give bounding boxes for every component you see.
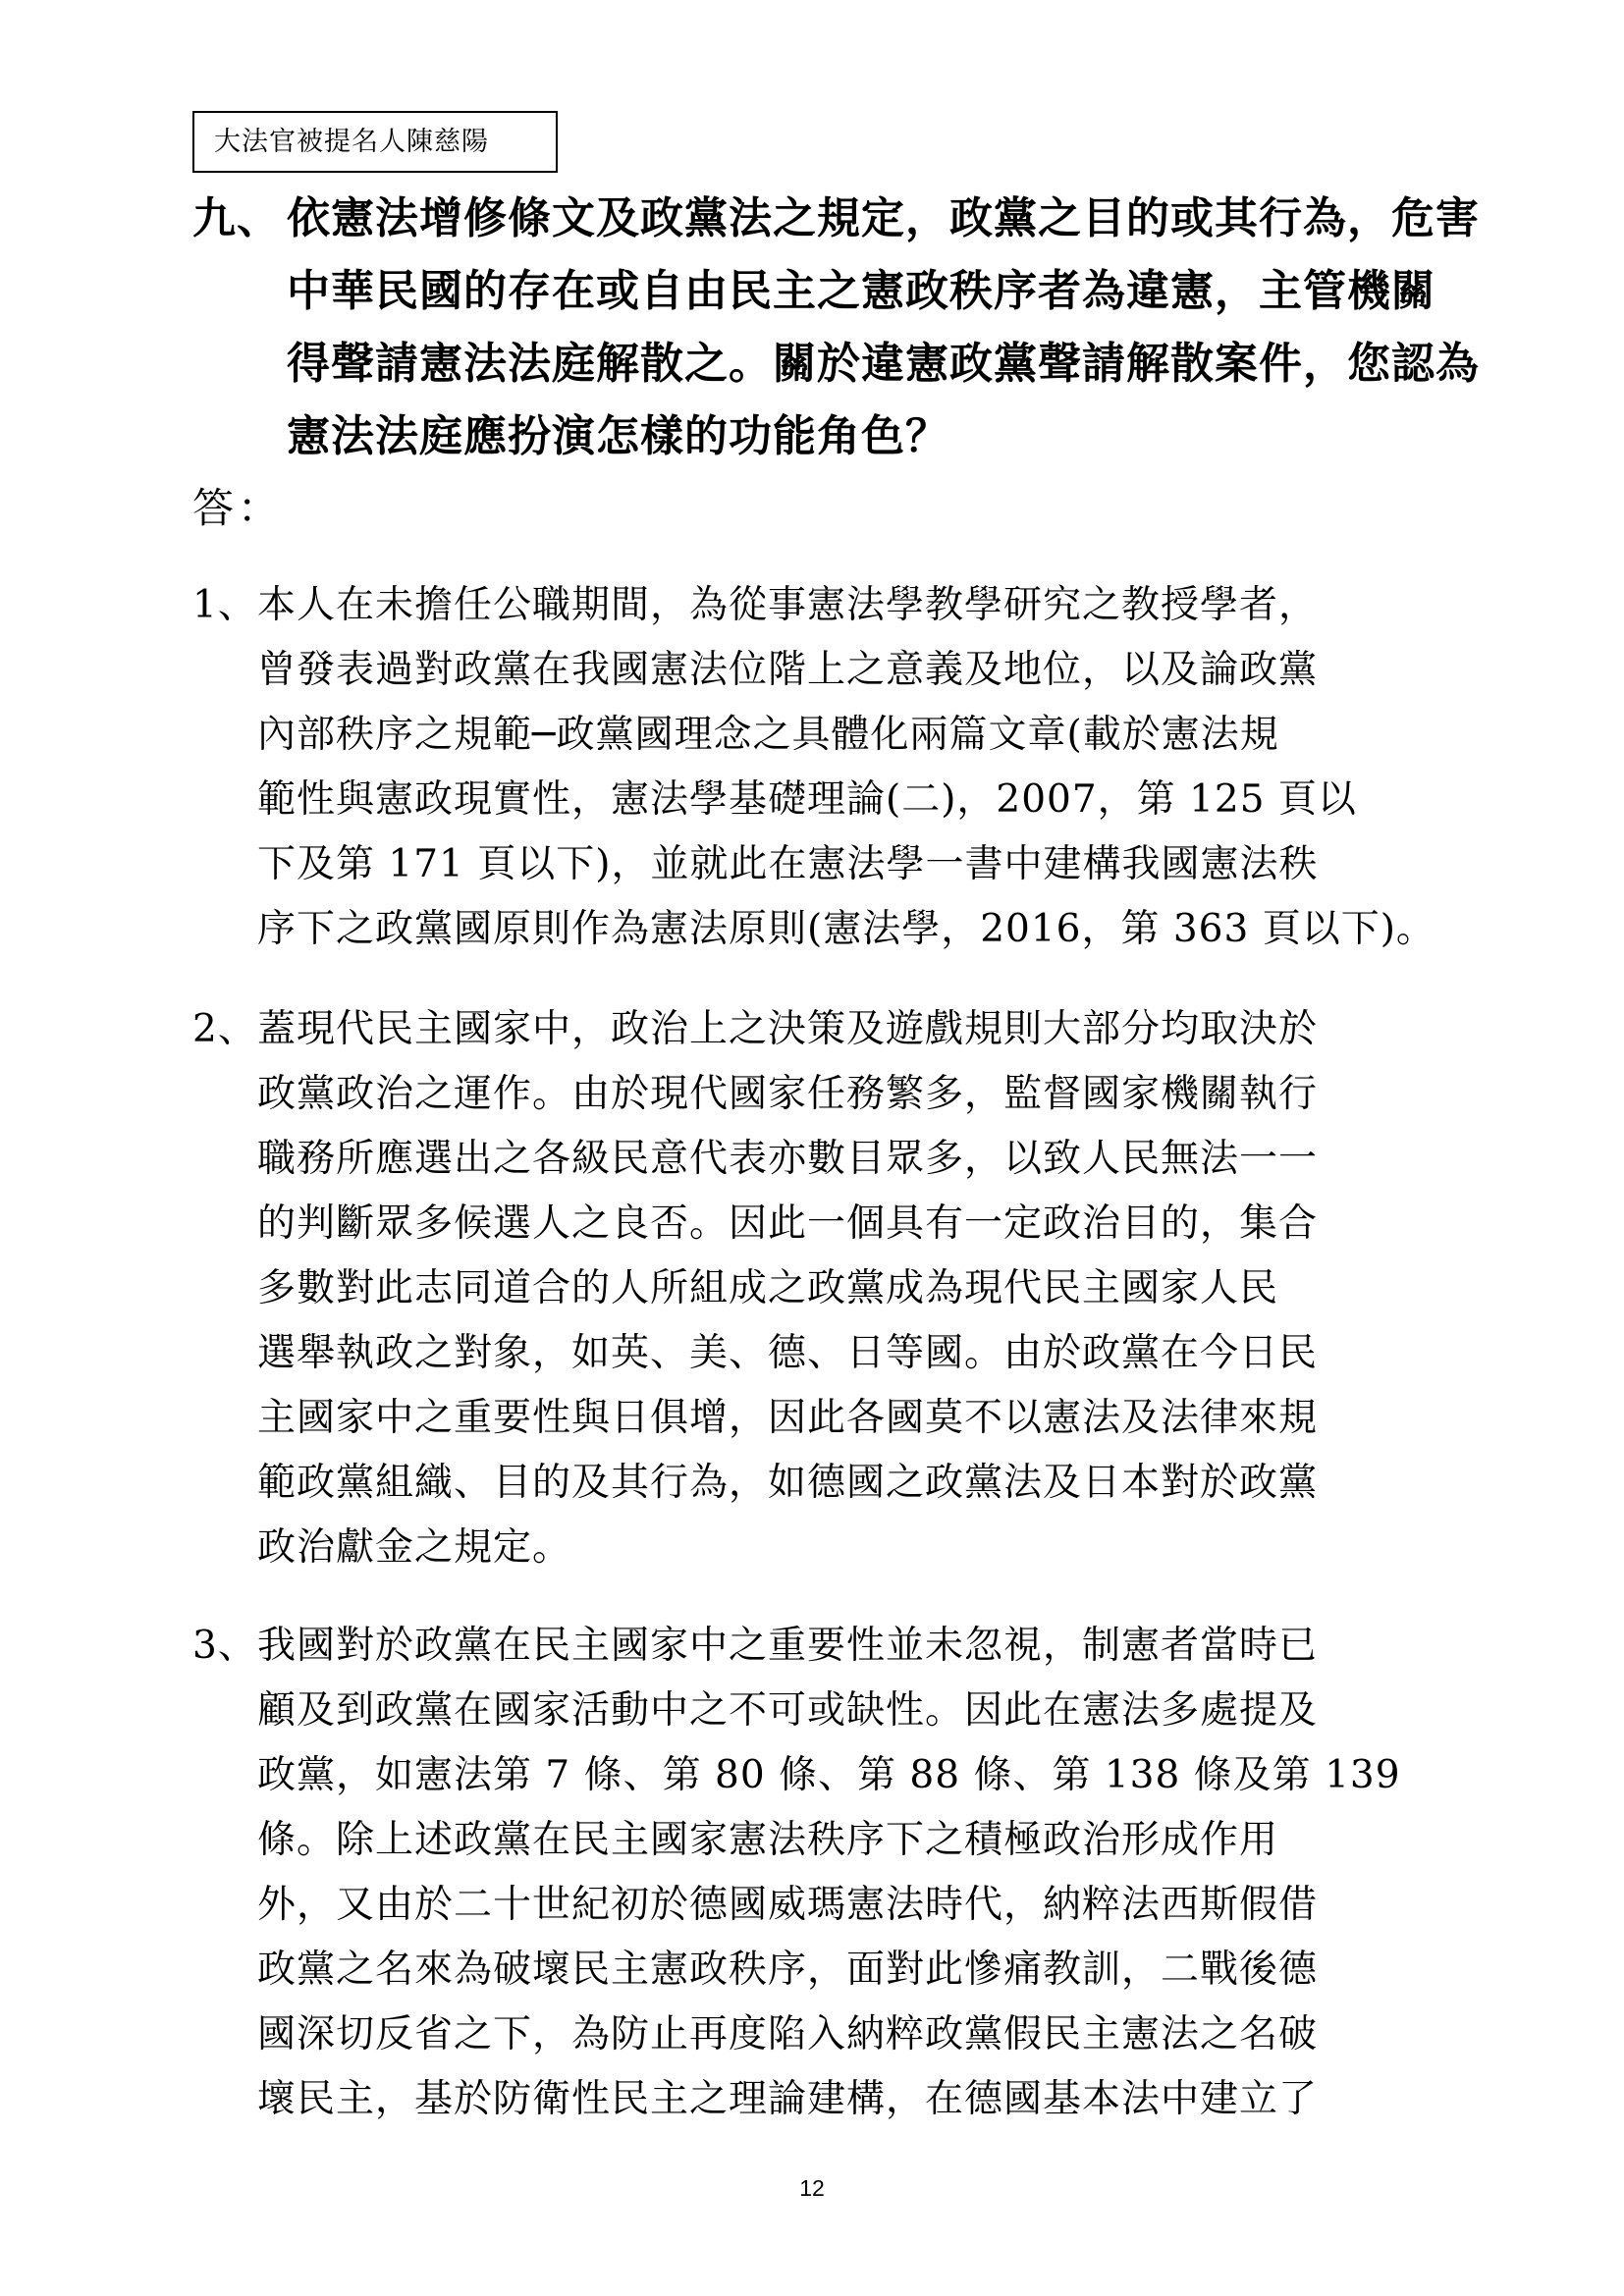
question-line: 依憲法增修條文及政黨法之規定，政黨之目的或其行為，危害 [287, 193, 1480, 243]
question-number: 九、 [192, 193, 281, 243]
paragraph-line: 政黨，如憲法第 7 條、第 80 條、第 88 條、第 138 條及第 139 [257, 1753, 1401, 1797]
paragraph-line: 曾發表過對政黨在我國憲法位階上之意義及地位，以及論政黨 [257, 648, 1319, 692]
page-number: 12 [799, 2175, 825, 2201]
paragraph-line: 範政黨組織、目的及其行為，如德國之政黨法及日本對於政黨 [257, 1461, 1319, 1505]
question-line: 憲法法庭應扮演怎樣的功能角色？ [287, 411, 949, 461]
paragraph-number: 2、 [192, 1007, 257, 1051]
paragraph-line: 本人在未擔任公職期間，為從事憲法學教學研究之教授學者， [257, 583, 1319, 627]
answer-label: 答： [192, 484, 284, 532]
paragraph-line: 政治獻金之規定。 [257, 1525, 572, 1570]
paragraph-line: 序下之政黨國原則作為憲法原則(憲法學，2016，第 363 頁以下)。 [257, 907, 1435, 951]
paragraph-number: 3、 [192, 1624, 257, 1668]
question-line: 中華民國的存在或自由民主之憲政秩序者為違憲，主管機關 [287, 266, 1435, 316]
paragraph-line: 條。除上述政黨在民主國家憲法秩序下之積極政治形成作用 [257, 1818, 1279, 1862]
nominee-label: 大法官被提名人陳慈陽 [214, 127, 489, 157]
paragraph-line: 顧及到政黨在國家活動中之不可或缺性。因此在憲法多處提及 [257, 1688, 1319, 1733]
paragraph-line: 蓋現代民主國家中，政治上之決策及遊戲規則大部分均取決於 [257, 1007, 1319, 1051]
paragraph-line: 下及第 171 頁以下)，並就此在憲法學一書中建構我國憲法秩 [257, 842, 1319, 886]
paragraph-line: 外，又由於二十世紀初於德國威瑪憲法時代，納粹法西斯假借 [257, 1883, 1319, 1927]
paragraph-line: 內部秩序之規範─政黨國理念之具體化兩篇文章(載於憲法規 [257, 713, 1279, 757]
paragraph-line: 政黨政治之運作。由於現代國家任務繁多，監督國家機關執行 [257, 1072, 1319, 1116]
paragraph-number: 1、 [192, 583, 257, 627]
paragraph-line: 選舉執政之對象，如英、美、德、日等國。由於政黨在今日民 [257, 1331, 1319, 1375]
paragraph-line: 國深切反省之下，為防止再度陷入納粹政黨假民主憲法之名破 [257, 2012, 1319, 2056]
paragraph-line: 主國家中之重要性與日俱增，因此各國莫不以憲法及法律來規 [257, 1396, 1319, 1440]
nominee-header-box [192, 111, 558, 173]
paragraph-line: 政黨之名來為破壞民主憲政秩序，面對此慘痛教訓，二戰後德 [257, 1948, 1319, 1992]
paragraph-line: 範性與憲政現實性，憲法學基礎理論(二)，2007，第 125 頁以 [257, 777, 1357, 822]
paragraph-line: 壞民主，基於防衛性民主之理論建構，在德國基本法中建立了 [257, 2077, 1319, 2121]
paragraph-line: 的判斷眾多候選人之良否。因此一個具有一定政治目的，集合 [257, 1201, 1319, 1246]
paragraph-line: 多數對此志同道合的人所組成之政黨成為現代民主國家人民 [257, 1266, 1279, 1310]
paragraph-line: 職務所應選出之各級民意代表亦數目眾多，以致人民無法一一 [257, 1137, 1319, 1181]
question-line: 得聲請憲法法庭解散之。關於違憲政黨聲請解散案件，您認為 [287, 339, 1480, 389]
paragraph-line: 我國對於政黨在民主國家中之重要性並未忽視，制憲者當時已 [257, 1624, 1319, 1668]
